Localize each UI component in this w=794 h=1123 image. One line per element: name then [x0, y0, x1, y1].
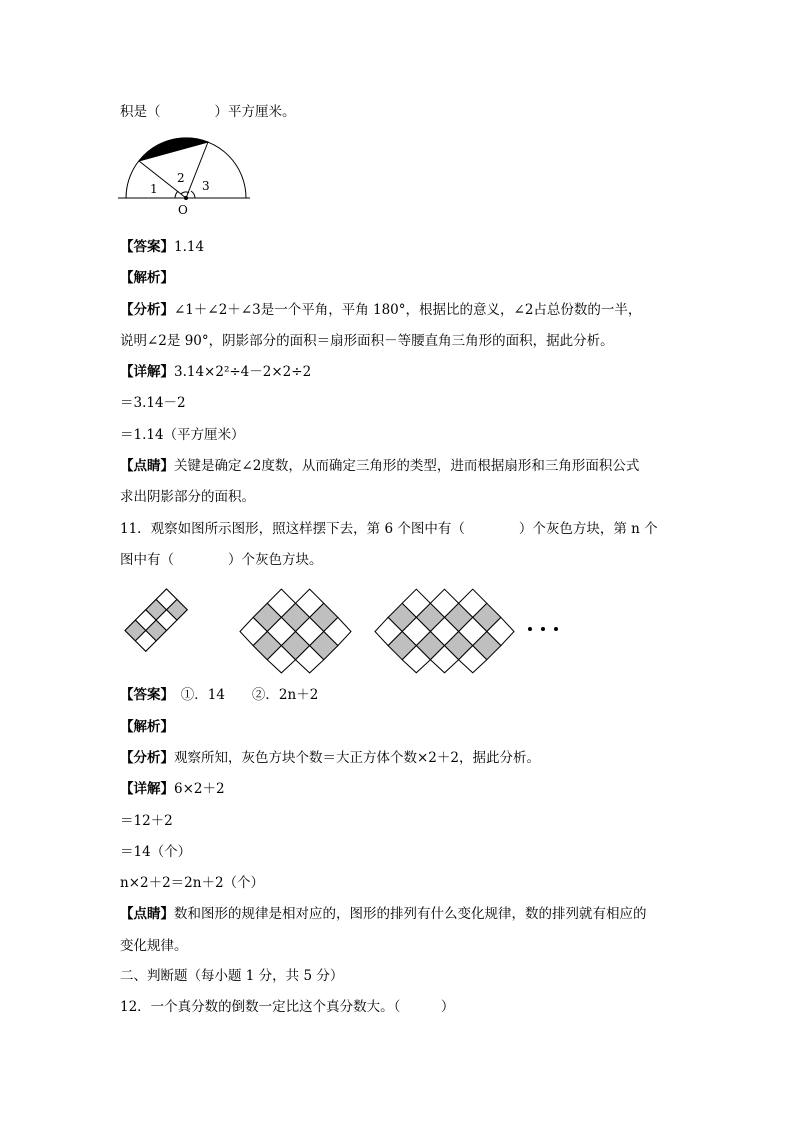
xiangjie-text: 3.14×2²÷4－2×2÷2	[174, 364, 312, 380]
xiangjie-10-line3: ＝1.14（平方厘米）	[120, 427, 245, 443]
question-12: 12．一个真分数的倒数一定比这个真分数大。（ ）	[120, 999, 455, 1015]
angle-label-3: 3	[202, 179, 210, 193]
fenxi-10-line2: 说明∠2是 90°，阴影部分的面积＝扇形面积－等腰直角三角形的面积，据此分析。	[120, 333, 614, 349]
fenxi-text: 观察所知，灰色方块个数＝大正方体个数×2＋2，据此分析。	[174, 750, 540, 766]
dianjing-tag: 【点睛】	[120, 458, 174, 474]
answer-10	[120, 238, 204, 256]
dianjing-11-line2: 变化规律。	[120, 938, 188, 954]
fenxi-tag: 【分析】	[120, 750, 174, 766]
dianjing-11-line1	[120, 905, 647, 923]
answer-11	[120, 686, 318, 704]
analysis-heading-10: 【解析】	[120, 270, 174, 286]
semicircle-figure	[118, 136, 258, 218]
xiangjie-11-line4: n×2＋2＝2n＋2（个）	[120, 875, 265, 891]
xiangjie-11-line3: ＝14（个）	[120, 844, 192, 860]
dianjing-text: 数和图形的规律是相对应的，图形的排列有什么变化规律，数的排列就有相应的	[174, 906, 647, 922]
fenxi-tag: 【分析】	[120, 302, 174, 318]
pattern-figure-1	[124, 588, 209, 673]
answer-value: ①．14 ②．2n＋2	[167, 687, 319, 703]
dianjing-tag: 【点睛】	[120, 906, 174, 922]
answer-tag: 【答案】	[120, 239, 174, 255]
answer-value: 1.14	[174, 239, 205, 255]
section-2-heading: 二、判断题（每小题 1 分，共 5 分）	[120, 968, 344, 984]
angle-mark-1	[175, 191, 178, 198]
question-11-line1: 11．观察如图所示图形，照这样摆下去，第 6 个图中有（ ）个灰色方块，第 n 个	[120, 521, 658, 537]
xiangjie-11-line1	[120, 780, 225, 798]
pattern-figure-3	[374, 588, 514, 673]
fenxi-11-line1	[120, 749, 540, 767]
xiangjie-tag: 【详解】	[120, 781, 174, 797]
xiangjie-tag: 【详解】	[120, 364, 174, 380]
ellipsis-dots	[526, 624, 560, 634]
angle-label-2: 2	[177, 171, 185, 185]
angle-label-1: 1	[150, 182, 158, 196]
xiangjie-10-line2: ＝3.14－2	[120, 395, 186, 411]
center-label: O	[178, 203, 188, 217]
dianjing-10-line2: 求出阴影部分的面积。	[120, 489, 255, 505]
dianjing-10-line1	[120, 457, 639, 475]
pattern-figure-2	[239, 588, 352, 673]
answer-tag: 【答案】	[120, 687, 168, 703]
shaded-segment	[139, 138, 208, 161]
fenxi-10-line1	[120, 301, 641, 319]
dianjing-text: 关键是确定∠2度数，从而确定三角形的类型，进而根据扇形和三角形面积公式	[174, 458, 640, 474]
center-point	[184, 196, 188, 200]
question-11-line2: 图中有（ ）个灰色方块。	[120, 552, 323, 568]
fenxi-text: ∠1＋∠2＋∠3是一个平角，平角 180°，根据比的意义，∠2占总份数的一半，	[174, 302, 642, 318]
xiangjie-10-line1	[120, 363, 311, 381]
xiangjie-text: 6×2＋2	[174, 781, 225, 797]
question-10-tail: 积是（ ）平方厘米。	[120, 104, 296, 120]
xiangjie-11-line2: ＝12＋2	[120, 813, 173, 829]
angle-mark-3	[191, 191, 195, 198]
analysis-heading-11: 【解析】	[120, 719, 174, 735]
